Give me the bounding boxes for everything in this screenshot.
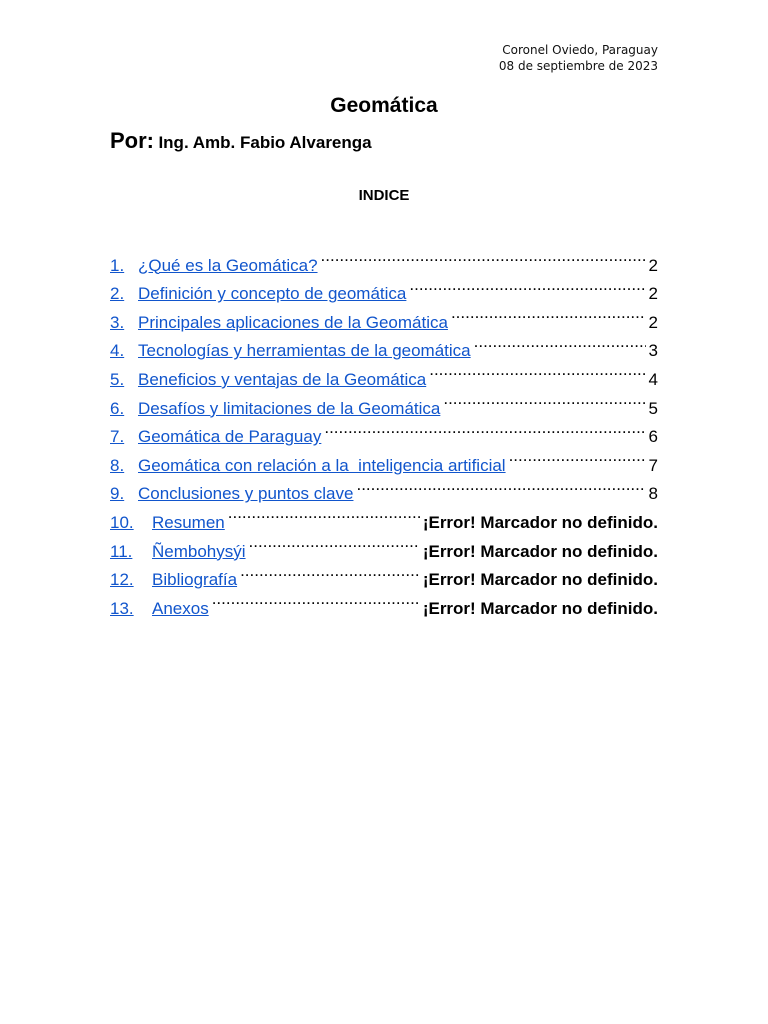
- place-text: Coronel Oviedo, Paraguay: [502, 43, 658, 57]
- dot-leader: [451, 299, 646, 328]
- dot-leader: [509, 442, 646, 471]
- toc-entry-link[interactable]: Geomática de Paraguay: [138, 427, 322, 447]
- toc-entry-link[interactable]: Anexos: [152, 598, 209, 618]
- toc-entry-number[interactable]: 7.: [110, 427, 125, 447]
- toc-entry-link[interactable]: Tecnologías y herramientas de la geomática: [138, 341, 471, 361]
- dot-leader: [321, 242, 646, 271]
- toc-entry-number[interactable]: 13.: [110, 598, 134, 618]
- toc-page-number: 4: [648, 369, 658, 389]
- dot-leader: [249, 528, 420, 557]
- dot-leader: [409, 271, 645, 300]
- toc-entry-link[interactable]: Geomática con relación a la inteligencia artificial: [138, 455, 506, 475]
- toc-entry-number[interactable]: 8.: [110, 455, 125, 475]
- toc-entry-number[interactable]: 2.: [110, 284, 125, 304]
- toc-entry-number[interactable]: 6.: [110, 398, 125, 418]
- toc-entry-number[interactable]: 12.: [110, 570, 134, 590]
- toc-entry-link[interactable]: Beneficios y ventajas de la Geomática: [138, 369, 427, 389]
- dot-leader: [474, 328, 646, 357]
- toc-entry-link[interactable]: ¿Qué es la Geomática?: [138, 255, 318, 275]
- toc-entry-link[interactable]: Ñembohysýi: [152, 541, 246, 561]
- toc-entry-link[interactable]: Bibliografía: [152, 570, 238, 590]
- dot-leader: [356, 471, 645, 500]
- toc-entry-number[interactable]: 3.: [110, 312, 125, 332]
- toc-entry-number[interactable]: 10.: [110, 512, 134, 532]
- dot-leader: [240, 557, 420, 586]
- author-prefix: Por:: [110, 128, 154, 153]
- toc-entry-link[interactable]: Desafíos y limitaciones de la Geomática: [138, 398, 441, 418]
- toc-entry-link[interactable]: Conclusiones y puntos clave: [138, 484, 354, 504]
- author-name: Ing. Amb. Fabio Alvarenga: [158, 133, 372, 152]
- table-of-contents: [110, 242, 658, 618]
- toc-entry-number[interactable]: 4.: [110, 341, 125, 361]
- author-line: [110, 126, 372, 159]
- toc-page-error: ¡Error! Marcador no definido.: [422, 598, 658, 618]
- toc-entry-number[interactable]: 1.: [110, 255, 125, 275]
- toc-page-number: 2: [648, 255, 658, 275]
- toc-entry-link[interactable]: Definición y concepto de geomática: [138, 284, 407, 304]
- date-text: 08 de septiembre de 2023: [498, 59, 658, 73]
- toc-page-number: 8: [648, 484, 658, 504]
- toc-page-number: 2: [648, 284, 658, 304]
- toc-page-number: 2: [648, 312, 658, 332]
- toc-page-error: ¡Error! Marcador no definido.: [422, 541, 658, 561]
- toc-page-error: ¡Error! Marcador no definido.: [422, 512, 658, 532]
- toc-entry-number[interactable]: 9.: [110, 484, 125, 504]
- toc-page-number: 5: [648, 398, 658, 418]
- index-heading: INDICE: [358, 187, 410, 204]
- dot-leader: [212, 585, 420, 614]
- dot-leader: [429, 356, 645, 385]
- toc-entry-number[interactable]: 5.: [110, 369, 125, 389]
- toc-page-number: 3: [648, 341, 658, 361]
- document-title: Geomática: [330, 94, 438, 117]
- toc-page-number: 7: [648, 455, 658, 475]
- place-date-block: [499, 42, 658, 74]
- toc-entry-number[interactable]: 11.: [110, 541, 133, 561]
- toc-entry-link[interactable]: Resumen: [152, 512, 225, 532]
- toc-entry-link[interactable]: Principales aplicaciones de la Geomática: [138, 312, 448, 332]
- dot-leader: [443, 385, 645, 414]
- dot-leader: [228, 499, 420, 528]
- toc-page-error: ¡Error! Marcador no definido.: [422, 570, 658, 590]
- toc-page-number: 6: [648, 427, 658, 447]
- toc-entry-1: [110, 242, 658, 275]
- dot-leader: [324, 414, 645, 443]
